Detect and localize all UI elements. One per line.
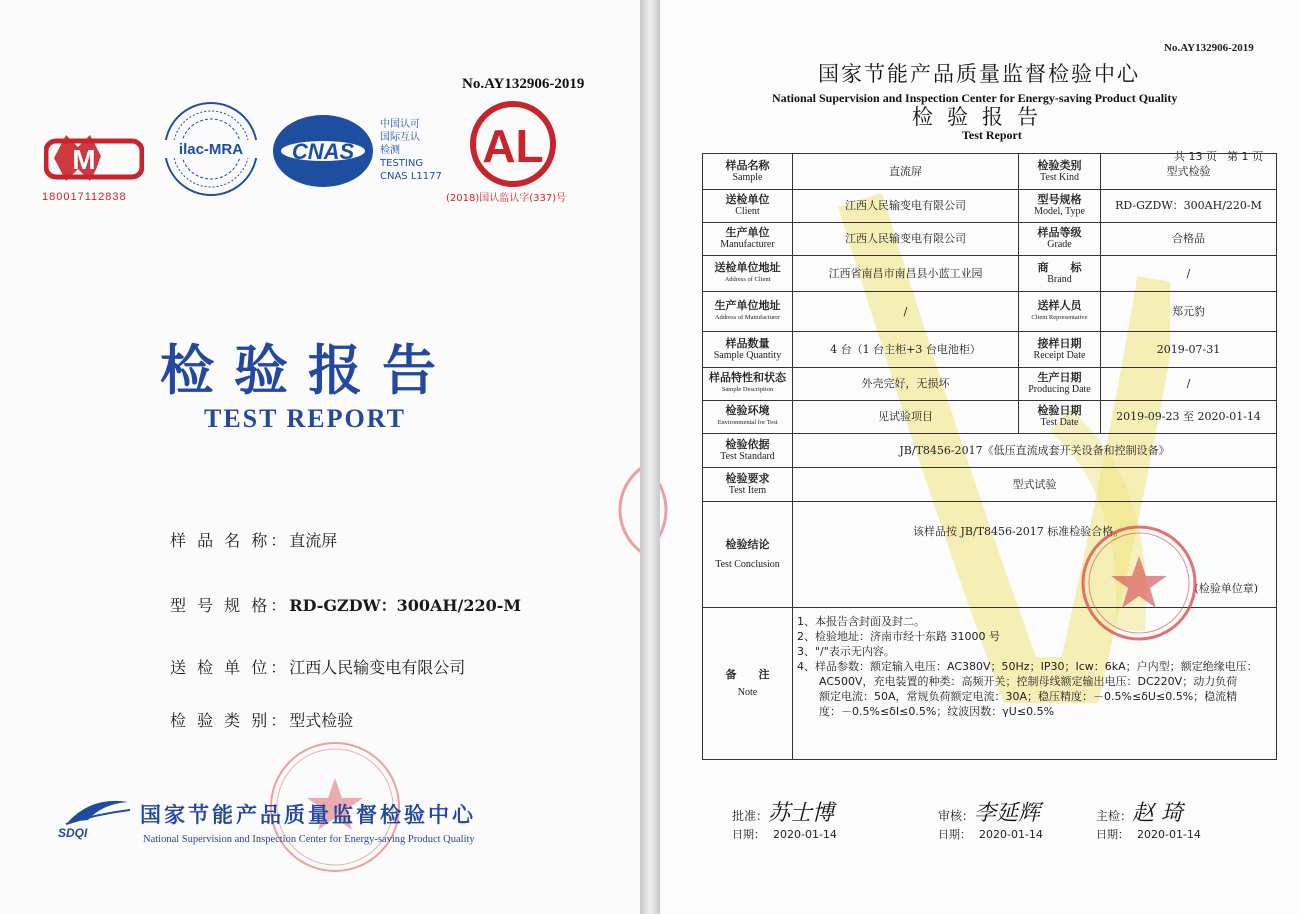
- table-row: [703, 332, 1277, 368]
- table-row-note: 备 注 Note 1、本报告含封面及封二。 2、检验地址：济南市经十东路 31000 号 3、"/"表示无内容。 4、样品参数：额定输入电压：AC380V；50Hz；IP30；Icw：6kA；户内型；额定绝缘电压： AC500V，充电装置的种类：高频开关；控制母线额定输出电压：DC220V；动力负荷 额定电流：50A，常规负荷额定电流：30A；稳压精度：－0.5%≤δU≤0.5%；稳流精 度：－0.5%≤δI≤0.5%；纹波因数：γU≤0.5%: [703, 608, 1277, 760]
- cover-center-name-en: National Supervision and Inspection Center for Energy-saving Product Quality: [143, 834, 475, 845]
- report-title-cn: 检验报告: [912, 105, 1052, 129]
- approver-signature: 苏士博: [768, 801, 835, 826]
- sdqi-text: SDQI: [58, 826, 88, 840]
- inspector-date: 日期： 2020-01-14: [1096, 828, 1201, 841]
- field-label: 商 标 Brand: [1019, 256, 1101, 292]
- report-title-en: Test Report: [962, 128, 1022, 142]
- field-label: 检验日期 Test Date: [1019, 401, 1101, 434]
- field-value: 2019-09-23 至 2020-01-14: [1101, 401, 1277, 434]
- table-row-item: 检验要求 Test Item 型式试验: [703, 468, 1277, 502]
- conclusion-text: 该样品按 JB/T8456-2017 标准检验合格。: [913, 525, 1125, 538]
- notes-list: 1、本报告含封面及封二。 2、检验地址：济南市经十东路 31000 号 3、"/"表示无内容。 4、样品参数：额定输入电压：AC380V；50Hz；IP30；Icw：6kA；户内型；额定绝缘电压： AC500V，充电装置的种类：高频开关；控制母线额定输出电压：DC220V；动力负荷 额定电流：50A，常规负荷额定电流：30A；稳压精度：－0.5%≤δU≤0.5%；稳流精 度：－0.5%≤δI≤0.5%；纹波因数：γU≤0.5%: [793, 608, 1277, 760]
- report-center-cn: 国家节能产品质量监督检验中心: [818, 62, 1140, 86]
- field-value: 见试验项目: [793, 401, 1019, 434]
- field-value: /: [1101, 256, 1277, 292]
- ilac-mra-logo: [160, 100, 262, 198]
- cal-logo: [468, 100, 558, 188]
- cma-number: 180017112838: [42, 191, 127, 203]
- page-gutter: [640, 0, 660, 914]
- cover-title-cn: 检验报告: [160, 339, 456, 402]
- field-value: RD-GZDW：300AH/220-M: [1101, 190, 1277, 223]
- sdqi-logo: [62, 792, 134, 828]
- field-value: 型式检验: [1101, 154, 1277, 190]
- field-value: /: [1101, 368, 1277, 401]
- svg-text:AL: AL: [482, 120, 544, 172]
- field-value: 江西人民输变电有限公司: [793, 190, 1019, 223]
- table-row: [703, 401, 1277, 434]
- table-row-standard: 检验依据 Test Standard JB/T8456-2017《低压直流成套开关设备和控制设备》: [703, 434, 1277, 468]
- cover-field-client: 送 检 单 位：江西人民输变电有限公司: [170, 658, 466, 677]
- field-label: 送检单位地址 Address of Client: [703, 256, 793, 292]
- approver-block: 批准：苏士博: [732, 801, 835, 826]
- field-label: 型号规格 Model, Type: [1019, 190, 1101, 223]
- svg-text:MA: MA: [72, 144, 116, 175]
- seam-stamp-right: [660, 448, 672, 572]
- approver-date: 日期： 2020-01-14: [732, 828, 837, 841]
- report-center-en: National Supervision and Inspection Center for Energy-saving Product Quality: [772, 91, 1178, 105]
- cnas-side-text: 中国认可 国际互认 检测 TESTING CNAS L1177: [380, 119, 442, 182]
- test-report-seal: [1074, 522, 1204, 644]
- field-value: 江西人民输变电有限公司: [793, 223, 1019, 256]
- inspector-block: 主检：赵 琦: [1096, 801, 1184, 826]
- svg-text:CNAS: CNAS: [291, 139, 355, 164]
- cover-title-en: TEST REPORT: [204, 404, 406, 433]
- field-label: 样品数量 Sample Quantity: [703, 332, 793, 368]
- field-value: 2019-07-31: [1101, 332, 1277, 368]
- table-row: [703, 368, 1277, 401]
- stamp-note: (检验单位章): [1194, 582, 1258, 595]
- table-row: [703, 154, 1277, 190]
- cnas-logo: [270, 112, 376, 190]
- reviewer-date: 日期： 2020-01-14: [938, 828, 1043, 841]
- field-label: 生产日期 Producing Date: [1019, 368, 1101, 401]
- field-label: 检验环境 Environmental for Test: [703, 401, 793, 434]
- seam-stamp-left: [612, 450, 640, 570]
- reviewer-signature: 李延辉: [974, 801, 1041, 826]
- svg-text:ilac-MRA: ilac-MRA: [178, 141, 244, 158]
- cover-page: [0, 0, 640, 914]
- table-row: [703, 190, 1277, 223]
- inspector-signature: 赵 琦: [1132, 801, 1184, 826]
- field-label: 样品特性和状态 Sample Description: [703, 368, 793, 401]
- cover-field-model: 型 号 规 格：RD-GZDW：300AH/220-M: [170, 596, 522, 615]
- table-row: [703, 292, 1277, 332]
- field-label: 送样人员 Client Representative: [1019, 292, 1101, 332]
- table-row: [703, 256, 1277, 292]
- field-value: 江西省南昌市南昌县小蓝工业园: [793, 256, 1019, 292]
- reviewer-block: 审核：李延辉: [938, 801, 1041, 826]
- field-label: 检验类别 Test Kind: [1019, 154, 1101, 190]
- field-label: 送检单位 Client: [703, 190, 793, 223]
- field-value: 外壳完好，无损坏: [793, 368, 1019, 401]
- table-row-conclusion: 检验结论 Test Conclusion 该样品按 JB/T8456-2017 标准检验合格。 (检验单位章): [703, 502, 1277, 608]
- cma-logo: [44, 127, 144, 189]
- table-row: [703, 223, 1277, 256]
- field-label: 生产单位地址 Address of Manufacturer: [703, 292, 793, 332]
- field-value: /: [793, 292, 1019, 332]
- report-info-table: [702, 153, 1277, 760]
- field-label: 生产单位 Manufacturer: [703, 223, 793, 256]
- cal-number: (2018)国认监认字(337)号: [446, 193, 567, 204]
- page-count: 共 13 页 第 1 页: [1174, 150, 1263, 163]
- cover-report-number: No.AY132906-2019: [462, 76, 585, 92]
- field-value: 合格品: [1101, 223, 1277, 256]
- field-label: 样品等级 Grade: [1019, 223, 1101, 256]
- cover-field-kind: 检 验 类 别：型式检验: [170, 711, 354, 730]
- field-value: 直流屏: [793, 154, 1019, 190]
- cover-center-name-cn: 国家节能产品质量监督检验中心: [140, 803, 476, 827]
- report-page: [660, 0, 1300, 914]
- cover-field-sample: 样 品 名 称：直流屏: [170, 531, 338, 550]
- field-value: 郑元豹: [1101, 292, 1277, 332]
- field-label: 样品名称 Sample: [703, 154, 793, 190]
- field-label: 接样日期 Receipt Date: [1019, 332, 1101, 368]
- report-number: No.AY132906-2019: [1164, 42, 1254, 54]
- field-value: 4 台（1 台主柜+3 台电池柜）: [793, 332, 1019, 368]
